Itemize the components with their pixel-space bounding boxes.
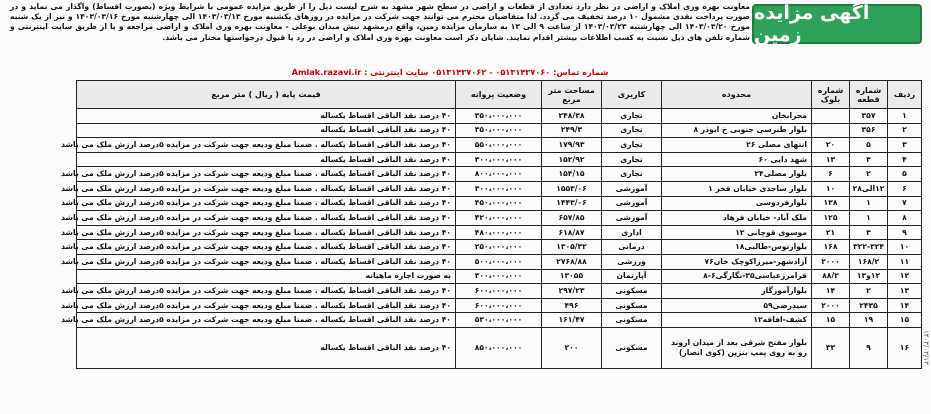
cell-price: ۲۵۰،۰۰۰،۰۰۰	[456, 240, 542, 255]
cell-payment-terms: ۴۰ درصد نقد الباقی اقساط یکساله . ضمنا مبلغ ودیعه جهت شرکت در مزایده ۵درصد ارزش ملک می باشد	[77, 298, 456, 313]
table-row	[77, 284, 922, 299]
cell-usage: تجاری	[602, 138, 662, 153]
cell-block-number: ۱۴	[812, 284, 850, 299]
notice-title-banner: آگهی مزایده زمین	[752, 4, 922, 44]
cell-price: ۴۵۰،۰۰۰،۰۰۰	[456, 196, 542, 211]
cell-price: ۶۰۰،۰۰۰،۰۰۰	[456, 284, 542, 299]
cell-block-number: ۲۰۰۰	[812, 254, 850, 269]
cell-price: ۴۲۰،۰۰۰،۰۰۰	[456, 211, 542, 226]
cell-usage: مسکونی	[602, 327, 662, 368]
cell-usage: درمانی	[602, 240, 662, 255]
cell-block-number: ۶	[812, 167, 850, 182]
cell-usage: تجاری	[602, 109, 662, 124]
cell-usage: اداری	[602, 225, 662, 240]
cell-usage: آموزشی	[602, 181, 662, 196]
cell-area-location: شهد دایی ۶۰	[662, 152, 812, 167]
cell-price: ۵۵۰،۰۰۰،۰۰۰	[456, 138, 542, 153]
cell-area-location: آزادشهر-میرزاکوچک خان۷۶	[662, 254, 812, 269]
cell-row-number: ۱۰	[888, 240, 922, 255]
table-row	[77, 298, 922, 313]
cell-parcel-number: ۲	[850, 167, 888, 182]
cell-parcel-number: ۳	[850, 152, 888, 167]
table-row	[77, 123, 922, 138]
cell-area-location: محرابخان	[662, 109, 812, 124]
cell-payment-terms: ۴۰ درصد نقد الباقی اقساط یکساله . ضمنا مبلغ ودیعه جهت شرکت در مزایده ۵درصد ارزش ملک می باشد	[77, 313, 456, 328]
cell-payment-terms: ۴۰ درصد نقد الباقی اقساط یکساله . ضمنا مبلغ ودیعه جهت شرکت در مزایده ۵درصد ارزش ملک می باشد	[77, 284, 456, 299]
cell-size: ۱۷۹/۹۳	[542, 138, 602, 153]
cell-price: ۸۰۰،۰۰۰،۰۰۰	[456, 167, 542, 182]
cell-parcel-number: ۵	[850, 138, 888, 153]
cell-area-location: بلوارتوس-طالبی۱۸	[662, 240, 812, 255]
cell-row-number: ۸	[888, 211, 922, 226]
cell-block-number: ۱۰	[812, 181, 850, 196]
cell-price: ۴۸۰،۰۰۰،۰۰۰	[456, 225, 542, 240]
cell-size: ۲۴۸/۳۸	[542, 109, 602, 124]
col-permit-status: وضعیت پروانه	[456, 81, 542, 109]
cell-size: ۲۰۰	[542, 327, 602, 368]
cell-price: ۵۰۰،۰۰۰،۰۰۰	[456, 254, 542, 269]
cell-row-number: ۲	[888, 123, 922, 138]
cell-price: ۳۰۰،۰۰۰،۰۰۰	[456, 181, 542, 196]
cell-payment-terms: ۴۰ درصد نقد الباقی اقساط یکساله	[77, 327, 456, 368]
cell-size: ۱۵۲/۹۲	[542, 152, 602, 167]
cell-row-number: ۹	[888, 225, 922, 240]
cell-area-location: بلوارفردوسی	[662, 196, 812, 211]
cell-parcel-number: ۱۹	[850, 313, 888, 328]
cell-parcel-number: ۱	[850, 211, 888, 226]
cell-usage: تجاری	[602, 123, 662, 138]
cell-parcel-number: ۳۵۶	[850, 123, 888, 138]
cell-usage: تجاری	[602, 167, 662, 182]
cell-block-number: ۱۵	[812, 313, 850, 328]
cell-size: ۴۹۶	[542, 298, 602, 313]
table-row	[77, 254, 922, 269]
cell-area-location: سیدرضی۵۹	[662, 298, 812, 313]
cell-size: ۶۱۸/۸۷	[542, 225, 602, 240]
cell-price: ۶۰۰،۰۰۰،۰۰۰	[456, 298, 542, 313]
cell-payment-terms: ۴۰ درصد نقد الباقی اقساط یکساله . ضمنا مبلغ ودیعه جهت شرکت در مزایده ۵درصد ارزش ملک می باشد	[77, 138, 456, 153]
cell-usage: مسکونی	[602, 313, 662, 328]
cell-block-number: ۱۲۵	[812, 211, 850, 226]
cell-row-number: ۶	[888, 181, 922, 196]
cell-row-number: ۱۴	[888, 298, 922, 313]
cell-size: ۶۵۷/۸۵	[542, 211, 602, 226]
cell-parcel-number: ۹	[850, 327, 888, 368]
cell-parcel-number: ۱۶۸/۲	[850, 254, 888, 269]
table-row	[77, 109, 922, 124]
cell-parcel-number: ۲	[850, 284, 888, 299]
table-row	[77, 269, 922, 284]
table-row	[77, 313, 922, 328]
cell-size: ۲۴۹/۳	[542, 123, 602, 138]
cell-payment-terms: ۴۰ درصد نقد الباقی اقساط یکساله . ضمنا مبلغ ودیعه جهت شرکت در مزایده ۵درصد ارزش ملک می باشد	[77, 211, 456, 226]
cell-area-location: بلوار مفتح شرقی بعد از میدان اروند رو به روی پمپ بنزین (کوی انصار)	[662, 327, 812, 368]
cell-payment-terms: به صورت اجاره ماهیانه	[77, 269, 456, 284]
col-usage: کاربری	[602, 81, 662, 109]
table-row	[77, 138, 922, 153]
table-row	[77, 240, 922, 255]
col-row-number: ردیف	[888, 81, 922, 109]
cell-area-location: قرامرزعباسی۳۵-نگارگی۶-۸	[662, 269, 812, 284]
cell-block-number: ۳۳	[812, 327, 850, 368]
cell-row-number: ۱۶	[888, 327, 922, 368]
cell-size: ۲۷۶۸/۸۸	[542, 254, 602, 269]
cell-size: ۱۳۰۵۵	[542, 269, 602, 284]
notice-intro-text: معاونت بهره وری املاک و اراضی در نظر دارد تعدادی از قطعات و اراضی در سطح شهر مشهد به شرح لیست ذیل را از طریق مزایده عمومی با شرایط ویژه (بصورت اقساط) واگذار می نماید و در صورت پرداخت نقدی مشمول ۱۰ درصد تخفیف می گردد. لذا متقاضیان محترم می توانند جهت شرکت در مزایده در روزهای یکشنبه مورخ ۱۴۰۳/۰۳/۱۳ الی چهارشنبه مورخ ۱۴۰۳/۰۳/۱۶ و نیز از یک شنبه مورخ ۱۴۰۳/۰۳/۲۰ الی چهارشنبه ۱۴۰۳/۰۳/۲۳ از ساعت ۹ الی ۱۳ به سازمان مزایده زمین، واقع درمشهد نبش میدان بوعلی - معاونت بهره وری املاک و اراضی مراجعه و یا از طریق سایت اینترنتی و شماره تلفن های ذیل نسبت به کسب اطلاعات بیشتر اقدام نمایند. شایان ذکر است معاونت بهره وری املاک و اراضی در رد یا قبول درخواستها مختار می باشد.	[10, 2, 750, 42]
cell-usage: مسکونی	[602, 284, 662, 299]
cell-row-number: ۱۱	[888, 254, 922, 269]
cell-area-location: ملک آباد- خیابان فرهاد	[662, 211, 812, 226]
properties-table	[61, 80, 922, 369]
cell-size: ۱۵۴/۱۵	[542, 167, 602, 182]
cell-parcel-number: ۲۴۳۵	[850, 298, 888, 313]
cell-area-location: موسوی قوچانی ۱۲	[662, 225, 812, 240]
cell-payment-terms: ۴۰ درصد نقد الباقی اقساط یکساله	[77, 152, 456, 167]
table-row	[77, 327, 922, 368]
cell-payment-terms: ۴۰ درصد نقد الباقی اقساط یکساله	[77, 123, 456, 138]
contact-line: شماره تماس: ۰۵۱۳۱۴۳۷۰۶۰ - ۰۵۱۳۱۴۳۷۰۶۲ سایت اینترنتی : Amlak.razavi.ir	[291, 67, 609, 77]
cell-payment-terms: ۴۰ درصد نقد الباقی اقساط یکساله . ضمنا مبلغ ودیعه جهت شرکت در مزایده ۵درصد ارزش ملک می باشد	[77, 167, 456, 182]
cell-block-number: ۱۳	[812, 152, 850, 167]
cell-size: ۱۴۴۳/۰۶	[542, 196, 602, 211]
table-row	[77, 211, 922, 226]
cell-payment-terms: ۴۰ درصد نقد الباقی اقساط یکساله . ضمنا مبلغ ودیعه جهت شرکت در مزایده ۵درصد ارزش ملک می باشد	[77, 240, 456, 255]
cell-price: ۸۵۰،۰۰۰،۰۰۰	[456, 327, 542, 368]
cell-parcel-number: ۳۵۷	[850, 109, 888, 124]
cell-row-number: ۷	[888, 196, 922, 211]
cell-area-location: بلوارآموزگار	[662, 284, 812, 299]
cell-parcel-number: ۳	[850, 225, 888, 240]
cell-block-number: ۲۰۰۰	[812, 298, 850, 313]
cell-row-number: ۱۵	[888, 313, 922, 328]
cell-row-number: ۱۳	[888, 284, 922, 299]
cell-payment-terms: ۴۰ درصد نقد الباقی اقساط یکساله . ضمنا مبلغ ودیعه جهت شرکت در مزایده ۵درصد ارزش ملک می باشد	[77, 254, 456, 269]
cell-row-number: ۱۲	[888, 269, 922, 284]
cell-price: ۵۳۰،۰۰۰،۰۰۰	[456, 313, 542, 328]
cell-size: ۲۹۷/۲۳	[542, 284, 602, 299]
cell-area-location: بلوار مصلی۲۴	[662, 167, 812, 182]
cell-parcel-number: ۱۲الی۲۸	[850, 181, 888, 196]
cell-area-location: کشف-افاقه۱۲	[662, 313, 812, 328]
cell-usage: تجاری	[602, 152, 662, 167]
cell-price: ۳۰۰،۰۰۰،۰۰۰	[456, 269, 542, 284]
cell-parcel-number: ۱	[850, 196, 888, 211]
cell-block-number: ۱۶۸	[812, 240, 850, 255]
cell-row-number: ۳	[888, 138, 922, 153]
cell-area-location: بلوار طبرسی جنوبی خ ابوذر ۸	[662, 123, 812, 138]
cell-price: ۳۰۰،۰۰۰،۰۰۰	[456, 152, 542, 167]
cell-block-number: ۱۳۸	[812, 196, 850, 211]
cell-size: ۱۶۱/۴۷	[542, 313, 602, 328]
table-row	[77, 152, 922, 167]
cell-size: ۱۵۵۳/۰۶	[542, 181, 602, 196]
cell-price: ۳۵۰،۰۰۰،۰۰۰	[456, 123, 542, 138]
col-block-number: شماره بلوک	[812, 81, 850, 109]
col-base-price: قیمت پایه ( ریال ) متر مربع	[77, 81, 456, 109]
cell-block-number: ۸۸/۲	[812, 269, 850, 284]
cell-block-number	[812, 123, 850, 138]
cell-price: ۳۵۰،۰۰۰،۰۰۰	[456, 109, 542, 124]
cell-row-number: ۴	[888, 152, 922, 167]
side-code: ۱۴۰۳/۰۳/۱۳	[922, 330, 930, 365]
col-size: مساحت متر مربع	[542, 81, 602, 109]
cell-payment-terms: ۴۰ درصد نقد الباقی اقساط یکساله	[77, 109, 456, 124]
cell-usage: آموزشی	[602, 196, 662, 211]
cell-usage: آموزشی	[602, 211, 662, 226]
col-area-location: محدوده	[662, 81, 812, 109]
table-row	[77, 181, 922, 196]
cell-payment-terms: ۴۰ درصد نقد الباقی اقساط یکساله . ضمنا مبلغ ودیعه جهت شرکت در مزایده ۵درصد ارزش ملک می باشد	[77, 225, 456, 240]
cell-block-number: ۲۱	[812, 225, 850, 240]
cell-parcel-number: ۱۲و۱۳	[850, 269, 888, 284]
cell-payment-terms: ۴۰ درصد نقد الباقی اقساط یکساله . ضمنا مبلغ ودیعه جهت شرکت در مزایده ۵درصد ارزش ملک می باشد	[77, 181, 456, 196]
cell-row-number: ۵	[888, 167, 922, 182]
table-row	[77, 196, 922, 211]
cell-size: ۱۳۰۵/۳۲	[542, 240, 602, 255]
table-row	[77, 167, 922, 182]
cell-usage: مسکونی	[602, 298, 662, 313]
cell-area-location: انتهای مصلی ۲۶	[662, 138, 812, 153]
col-parcel-number: شماره قطعه	[850, 81, 888, 109]
table-header-row	[77, 81, 922, 109]
cell-parcel-number: ۳۲۲-۳۲۴	[850, 240, 888, 255]
cell-payment-terms: ۴۰ درصد نقد الباقی اقساط یکساله . ضمنا مبلغ ودیعه جهت شرکت در مزایده ۵درصد ارزش ملک می باشد	[77, 196, 456, 211]
cell-area-location: بلوار ساجدی خیابان فخر ۱	[662, 181, 812, 196]
cell-usage: ورزشی	[602, 254, 662, 269]
cell-block-number: ۲۰	[812, 138, 850, 153]
table-row	[77, 225, 922, 240]
cell-row-number: ۱	[888, 109, 922, 124]
cell-usage: آپارتمان	[602, 269, 662, 284]
cell-block-number	[812, 109, 850, 124]
